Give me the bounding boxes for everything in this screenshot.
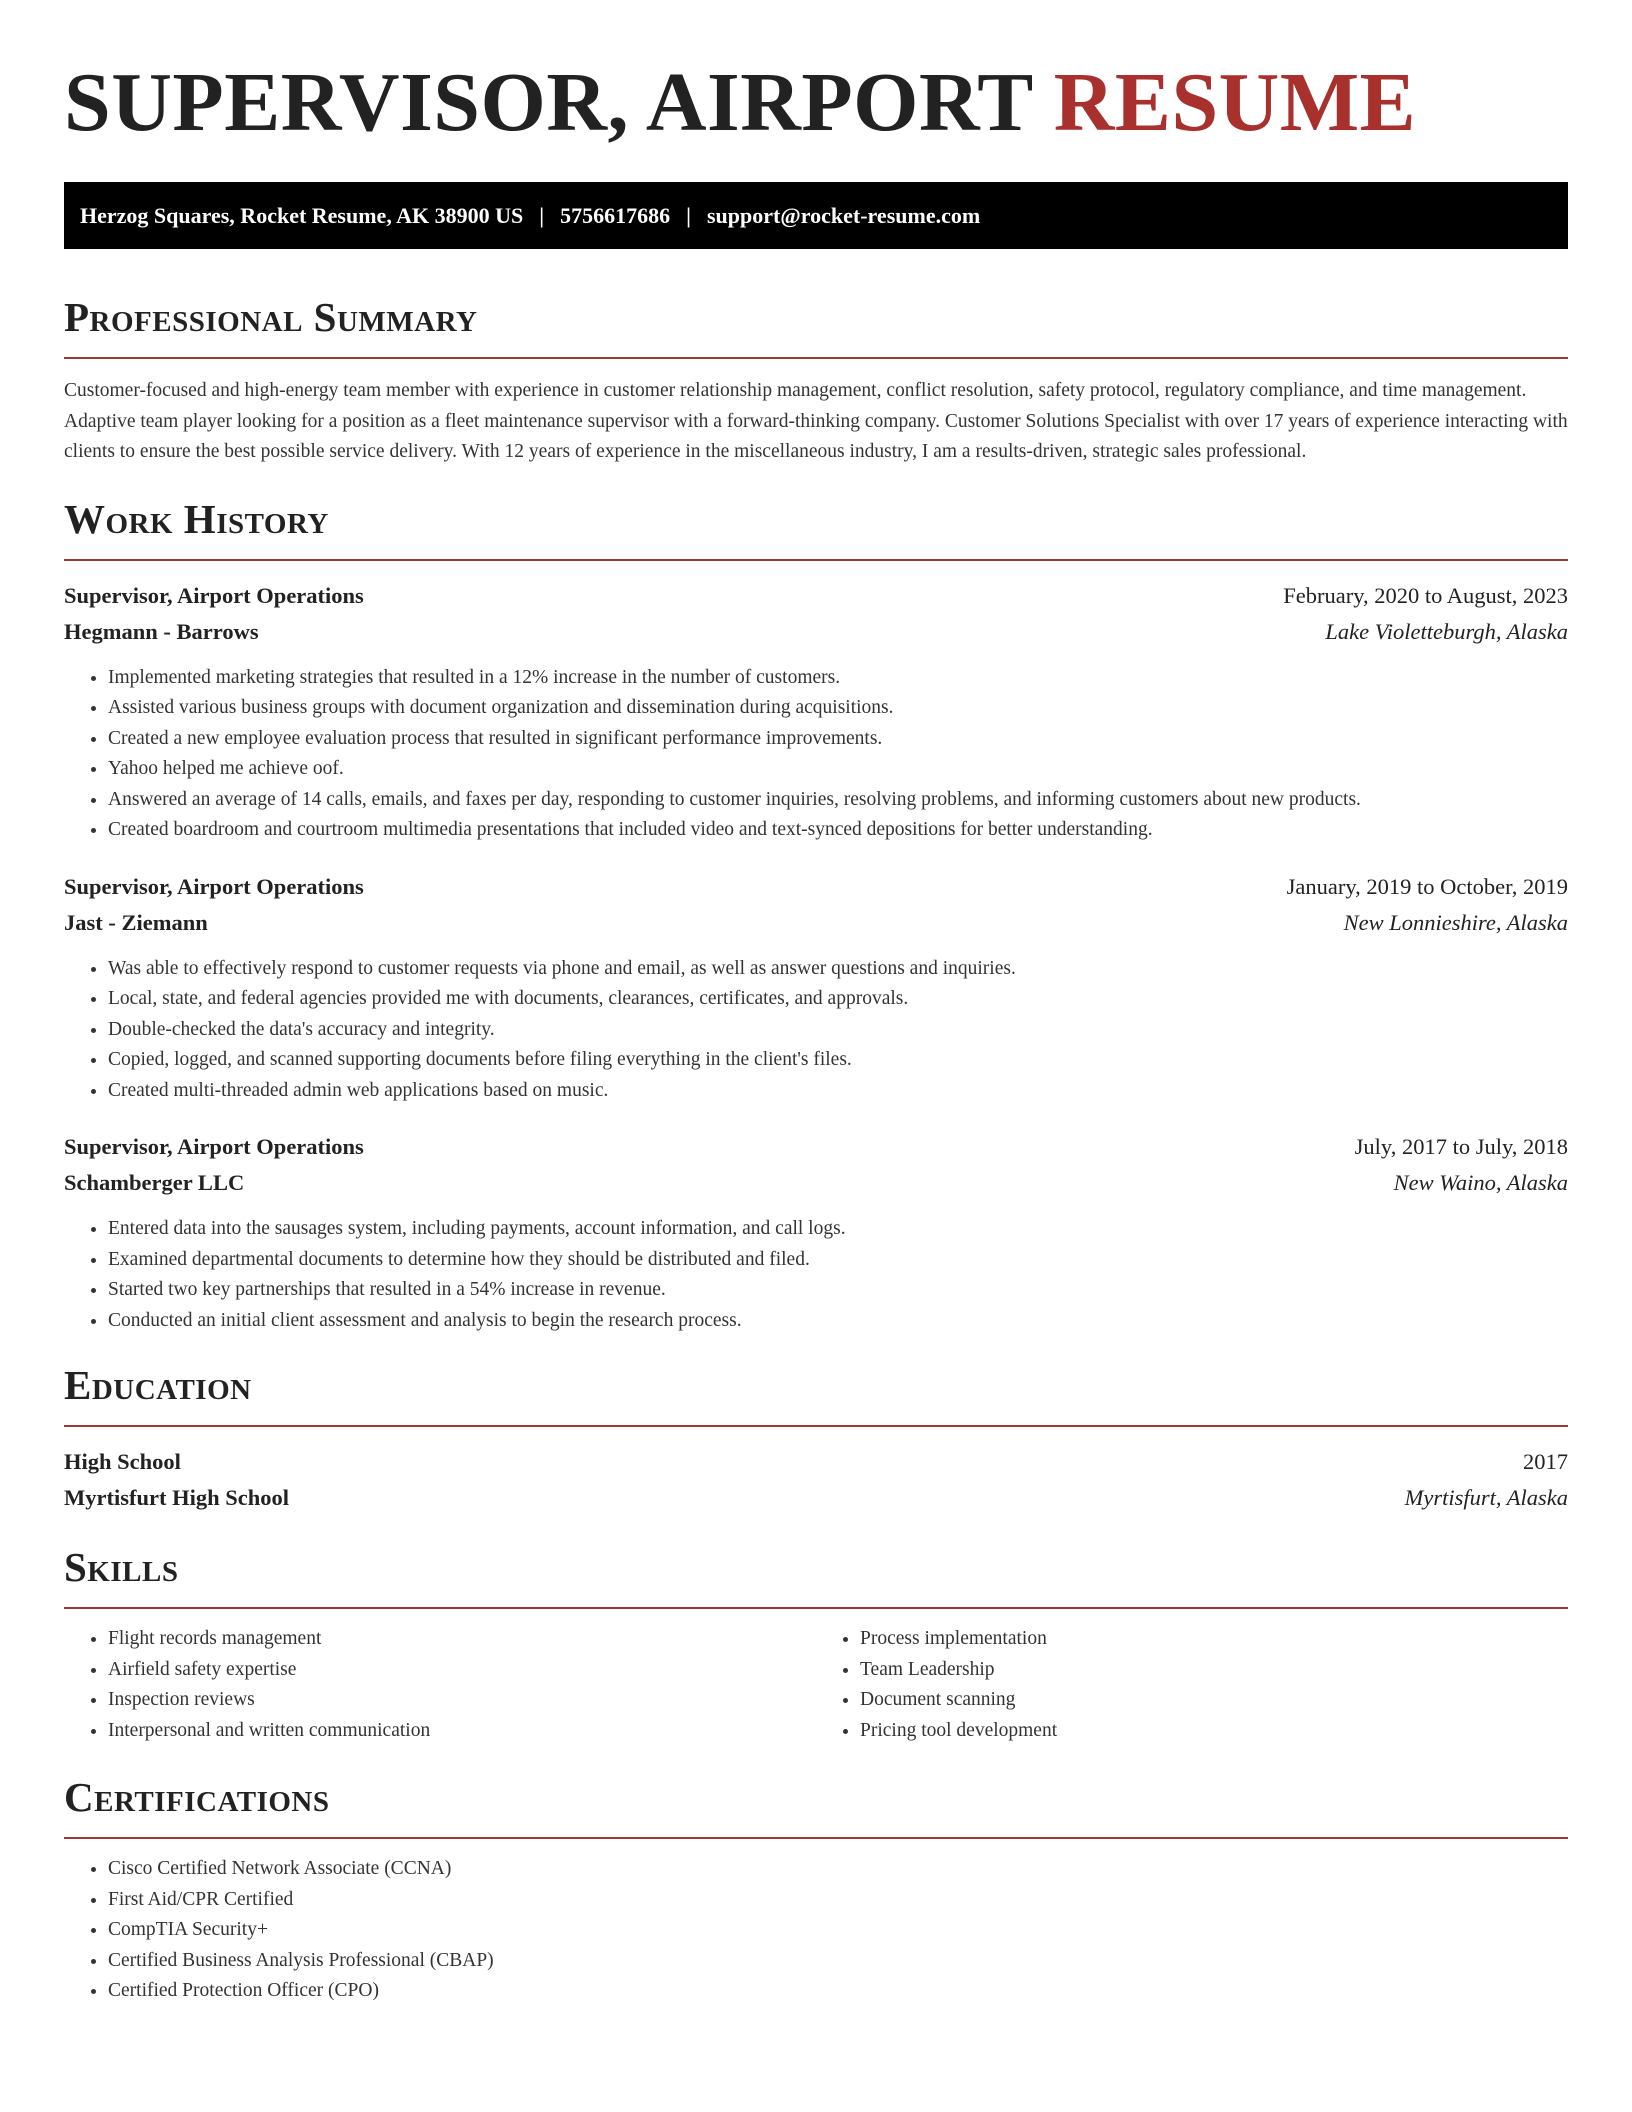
job-duty: • Assisted various business groups with document organization and dissemination during acquisitions. (108, 693, 1568, 724)
title-accent: RESUME (1053, 56, 1417, 149)
certifications-section (64, 1773, 1568, 2007)
job-duty: • Yahoo helped me achieve oof. (108, 754, 1568, 785)
contact-email[interactable]: support@rocket-resume.com (706, 202, 981, 228)
job-duty: • Answered an average of 14 calls, emails, and faxes per day, responding to customer inquiries, resolving problems, and informing customers about new products. (108, 785, 1568, 816)
section-divider (64, 1425, 1568, 1427)
education-entry (64, 1444, 1568, 1516)
contact-separator: | (686, 202, 691, 228)
certification-item: • Cisco Certified Network Associate (CCNA) (108, 1854, 1568, 1885)
job-header (64, 578, 1568, 614)
section-divider (64, 1837, 1568, 1839)
job-duty: • Conducted an initial client assessment and analysis to begin the research process. (108, 1306, 1568, 1337)
job-subheader (64, 1165, 1568, 1201)
job-duty: • Created multi-threaded admin web applications based on music. (108, 1076, 1568, 1107)
job-title: Supervisor, Airport Operations (64, 873, 364, 899)
title-main: SUPERVISOR, AIRPORT (64, 56, 1033, 149)
certification-item: • CompTIA Security+ (108, 1915, 1568, 1946)
skill-item: • Pricing tool development (860, 1716, 1568, 1747)
job-duty: • Entered data into the sausages system, including payments, account information, and call logs. (108, 1214, 1568, 1245)
summary-text: Customer-focused and high-energy team member with experience in customer relationship management, conflict resolution, safety protocol, regulatory compliance, and time management. Adaptive team player looking for a position as a fleet maintenance supervisor with a forward-thinking company. Customer Solutions Specialist with over 17 years of experience interacting with clients to ensure the best possible service delivery. With 12 years of experience in the miscellaneous industry, I am a results-driven, strategic sales professional. (64, 380, 1568, 462)
job-duty: • Created a new employee evaluation process that resulted in significant performance improvements. (108, 724, 1568, 755)
certification-item: • Certified Business Analysis Professional (CBAP) (108, 1946, 1568, 1977)
job-header (64, 869, 1568, 905)
skills-section (64, 1543, 1568, 1746)
job-header (64, 1129, 1568, 1165)
resume-title (64, 58, 1568, 148)
skills-list-left (64, 1624, 816, 1746)
job-duties (64, 663, 1568, 846)
summary-heading: Professional Summary (64, 294, 478, 340)
contact-address: Herzog Squares, Rocket Resume, AK 38900 US (80, 202, 524, 228)
skill-item: • Flight records management (108, 1624, 816, 1655)
job-dates: January, 2019 to October, 2019 (1286, 873, 1568, 899)
skill-item: • Interpersonal and written communication (108, 1716, 816, 1747)
certifications-heading: Certifications (64, 1774, 330, 1820)
job-location: Lake Violetteburgh, Alaska (1325, 618, 1568, 644)
job-duty: • Started two key partnerships that resulted in a 54% increase in revenue. (108, 1275, 1568, 1306)
skill-item: • Airfield safety expertise (108, 1655, 816, 1686)
job-location: New Lonnieshire, Alaska (1343, 909, 1568, 935)
job-duty: • Implemented marketing strategies that resulted in a 12% increase in the number of customers. (108, 663, 1568, 694)
contact-separator: | (539, 202, 545, 228)
job-subheader (64, 614, 1568, 650)
contact-bar (64, 182, 1568, 249)
job-duty: • Double-checked the data's accuracy and integrity. (108, 1015, 1568, 1046)
work-history-heading: Work History (64, 495, 329, 542)
job-company: Schamberger LLC (64, 1170, 245, 1195)
job-company: Jast - Ziemann (64, 909, 208, 935)
education-header (64, 1444, 1568, 1480)
education-heading: Education (64, 1362, 252, 1408)
education-school: Myrtisfurt High School (64, 1485, 289, 1510)
job-subheader (64, 905, 1568, 941)
job-dates: July, 2017 to July, 2018 (1354, 1134, 1568, 1159)
job-duty: • Was able to effectively respond to customer requests via phone and email, as well as answer questions and inquiries. (108, 954, 1568, 985)
skill-item: • Inspection reviews (108, 1685, 816, 1716)
skill-item: • Process implementation (860, 1624, 1568, 1655)
education-location: Myrtisfurt, Alaska (1404, 1485, 1568, 1510)
section-divider (64, 1607, 1568, 1609)
skills-heading: Skills (64, 1544, 179, 1590)
certification-item: • Certified Protection Officer (CPO) (108, 1976, 1568, 2007)
job-title: Supervisor, Airport Operations (64, 582, 364, 608)
job-company: Hegmann - Barrows (64, 618, 259, 644)
job-entry (64, 869, 1568, 1107)
section-divider (64, 357, 1568, 359)
job-duties (64, 1214, 1568, 1336)
certification-item: • First Aid/CPR Certified (108, 1885, 1568, 1916)
summary-section (64, 293, 1568, 468)
job-duty: • Local, state, and federal agencies provided me with documents, clearances, certificates, and approvals. (108, 984, 1568, 1015)
job-duty: • Examined departmental documents to determine how they should be distributed and filed. (108, 1245, 1568, 1276)
skill-item: • Team Leadership (860, 1655, 1568, 1686)
job-duty: • Copied, logged, and scanned supporting documents before filing everything in the client's files. (108, 1045, 1568, 1076)
certifications-list (64, 1854, 1568, 2007)
job-dates: February, 2020 to August, 2023 (1283, 582, 1568, 608)
job-duty: • Created boardroom and courtroom multimedia presentations that included video and text-synced depositions for better understanding. (108, 815, 1568, 846)
job-entry (64, 1129, 1568, 1336)
job-title: Supervisor, Airport Operations (64, 1134, 364, 1159)
contact-phone: 5756617686 (560, 202, 671, 228)
skills-list-right (816, 1624, 1568, 1746)
education-degree: High School (64, 1449, 181, 1474)
job-duties (64, 954, 1568, 1107)
education-year: 2017 (1523, 1449, 1568, 1474)
education-section (64, 1361, 1568, 1516)
job-entry (64, 578, 1568, 846)
work-history-section (64, 495, 1568, 1337)
skills-columns (64, 1624, 1568, 1746)
skill-item: • Document scanning (860, 1685, 1568, 1716)
education-subheader (64, 1480, 1568, 1516)
section-divider (64, 559, 1568, 561)
job-location: New Waino, Alaska (1393, 1170, 1568, 1195)
